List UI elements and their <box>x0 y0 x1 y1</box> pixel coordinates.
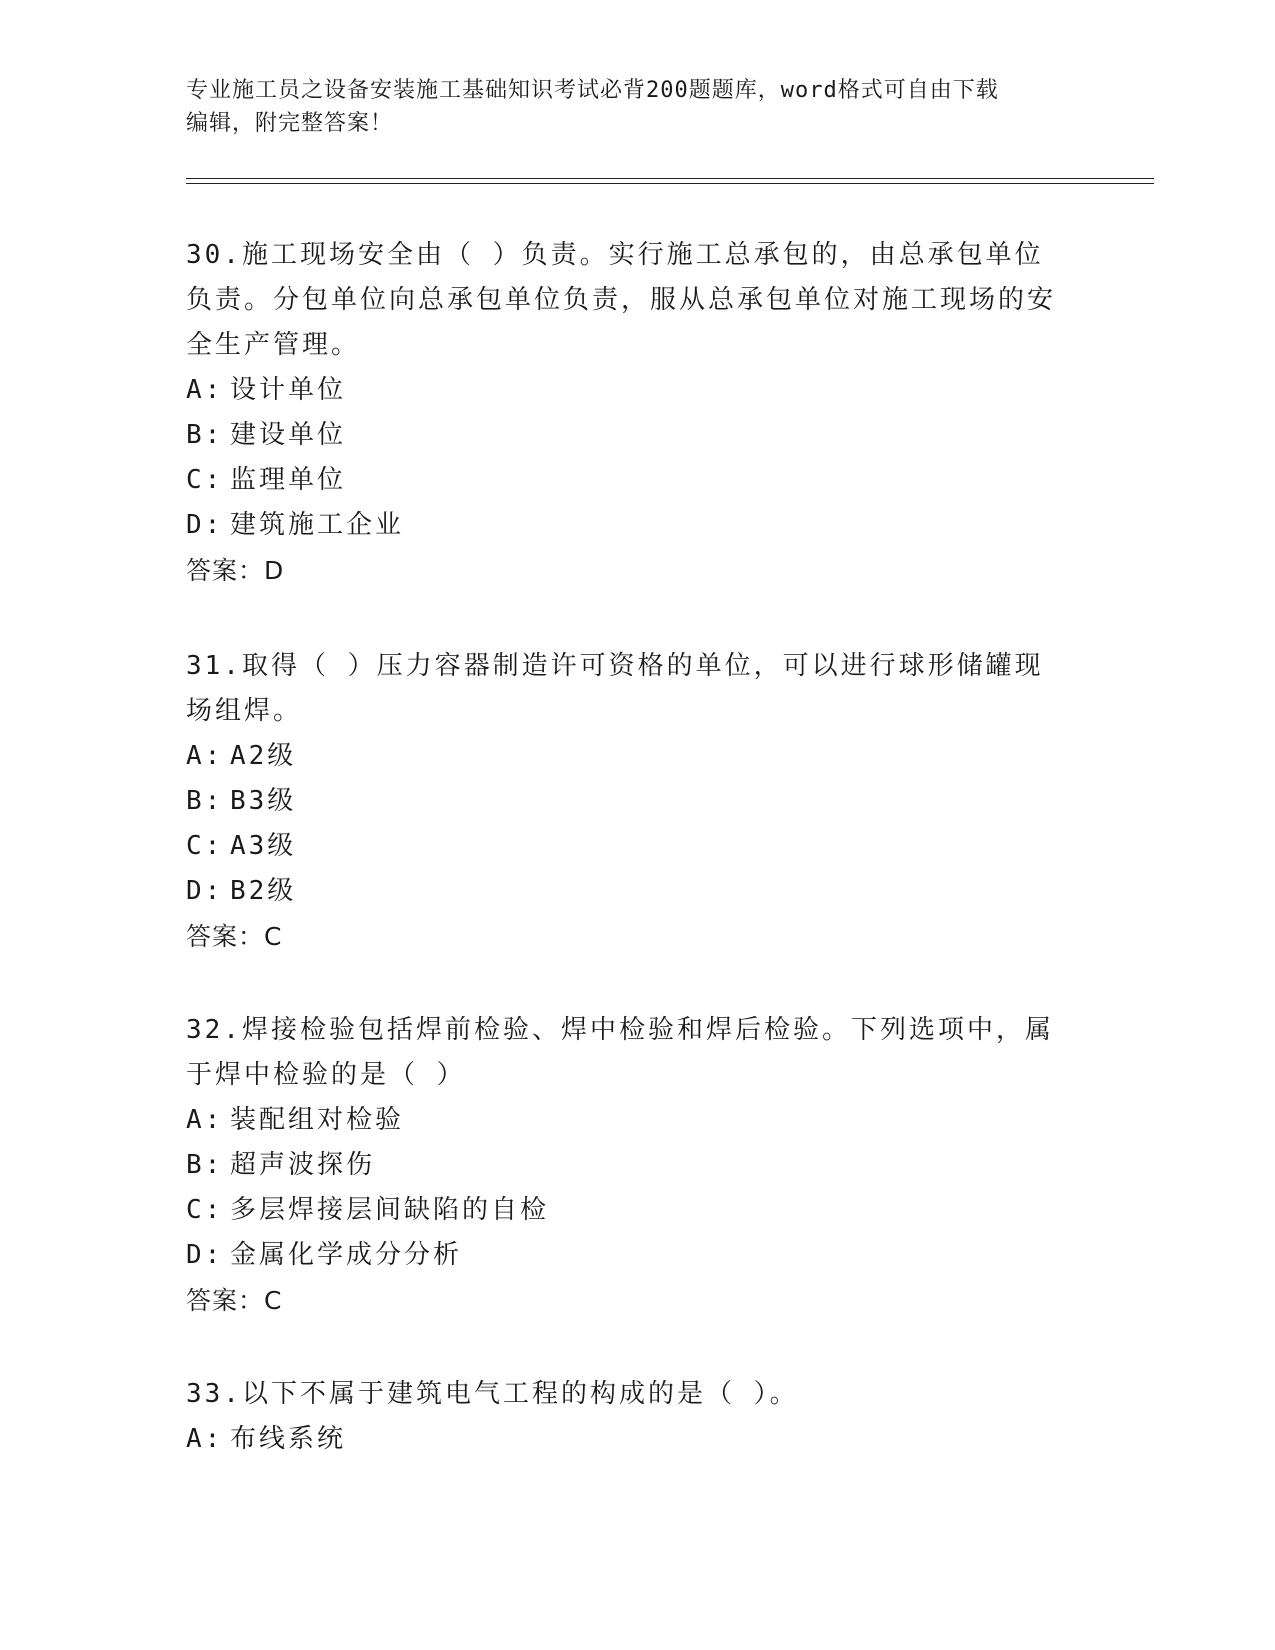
option-text: 监理单位 <box>230 465 347 495</box>
option-a <box>186 1417 1066 1462</box>
option-b <box>186 1143 1066 1188</box>
option-text: 布线系统 <box>230 1424 347 1454</box>
question-text: 33.以下不属于建筑电气工程的构成的是（ ）。 <box>186 1379 799 1409</box>
option-text: 设计单位 <box>230 375 347 405</box>
option-text: 建筑施工企业 <box>230 510 405 540</box>
question-text: 30.施工现场安全由（ ）负责。实行施工总承包的，由总承包单位负责。分包单位向总承包单位负责，服从总承包单位对施工现场的安全生产管理。 <box>186 240 1057 360</box>
question-30 <box>186 233 1066 594</box>
option-b <box>186 413 1066 458</box>
option-text: 金属化学成分分析 <box>230 1240 463 1270</box>
header-rule-top <box>186 178 1154 179</box>
option-a <box>186 1098 1066 1143</box>
option-text: B3级 <box>230 786 297 816</box>
question-text: 32.焊接检验包括焊前检验、焊中检验和焊后检验。下列选项中，属于焊中检验的是（ ） <box>186 1015 1054 1090</box>
option-a <box>186 368 1066 413</box>
header-rule-bottom <box>186 183 1154 184</box>
option-key: A: <box>186 1105 224 1135</box>
option-key: A: <box>186 1424 224 1454</box>
answer-line: 答案：C <box>186 1286 283 1315</box>
option-key: C: <box>186 465 224 495</box>
option-key: A: <box>186 375 224 405</box>
option-text: 建设单位 <box>230 420 347 450</box>
question-33 <box>186 1372 1066 1462</box>
option-text: B2级 <box>230 876 297 906</box>
option-key: B: <box>186 1150 224 1180</box>
option-text: A2级 <box>230 741 297 771</box>
option-key: D: <box>186 510 224 540</box>
option-a <box>186 734 1066 779</box>
option-b <box>186 779 1066 824</box>
option-text: 多层焊接层间缺陷的自检 <box>230 1195 550 1225</box>
option-key: D: <box>186 1240 224 1270</box>
option-key: B: <box>186 786 224 816</box>
option-d <box>186 1233 1066 1278</box>
question-32 <box>186 1008 1066 1324</box>
option-text: 装配组对检验 <box>230 1105 405 1135</box>
option-d <box>186 869 1066 914</box>
header-line-2: 编辑，附完整答案！ <box>186 111 394 136</box>
option-key: D: <box>186 876 224 906</box>
option-d <box>186 503 1066 548</box>
option-c <box>186 824 1066 869</box>
question-31 <box>186 644 1066 960</box>
question-text: 31.取得（ ）压力容器制造许可资格的单位，可以进行球形储罐现场组焊。 <box>186 651 1044 726</box>
document-header <box>186 74 1086 140</box>
option-text: A3级 <box>230 831 297 861</box>
option-text: 超声波探伤 <box>230 1150 376 1180</box>
header-line-1: 专业施工员之设备安装施工基础知识考试必背200题题库，word格式可自由下载 <box>186 78 999 103</box>
option-key: C: <box>186 831 224 861</box>
option-key: C: <box>186 1195 224 1225</box>
option-c <box>186 458 1066 503</box>
answer-line: 答案：D <box>186 556 285 585</box>
option-key: A: <box>186 741 224 771</box>
option-c <box>186 1188 1066 1233</box>
option-key: B: <box>186 420 224 450</box>
answer-line: 答案：C <box>186 922 283 951</box>
